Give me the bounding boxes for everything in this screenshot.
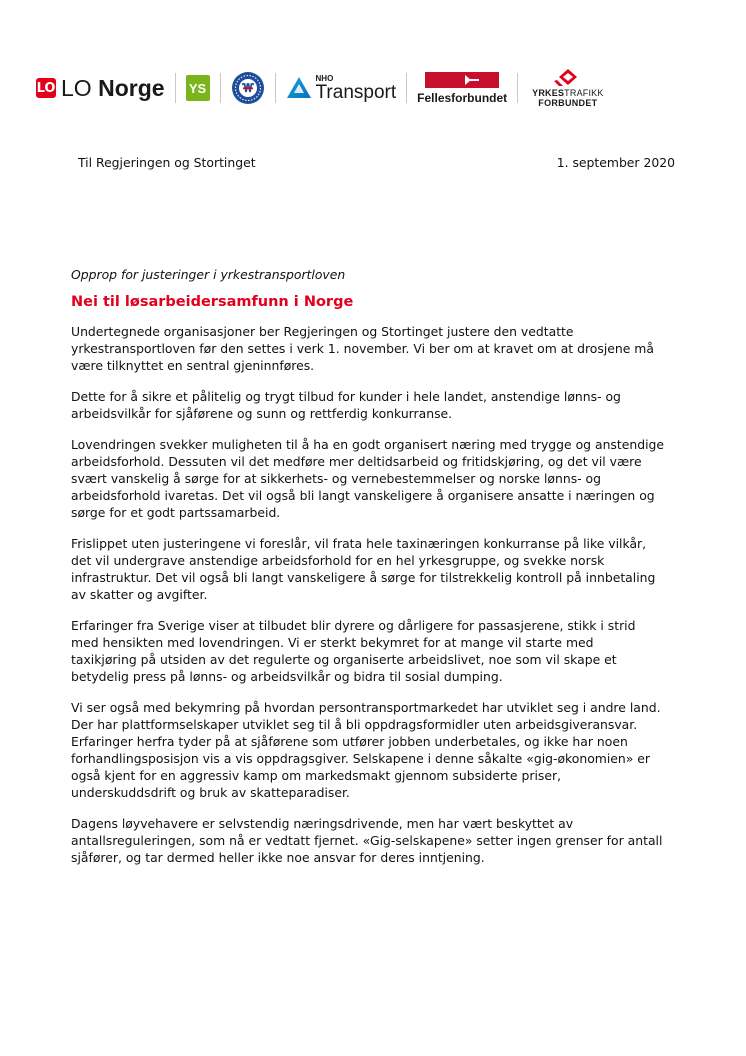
paragraph-line: arbeidsforhold. Dessuten vil det medføre mer deltidsarbeid og fritidskjøring, og det vil være bbox=[71, 454, 642, 469]
body-paragraph bbox=[71, 699, 681, 801]
body-paragraph bbox=[71, 436, 681, 521]
body-paragraph bbox=[71, 535, 681, 603]
paragraph-line: Der har plattformselskaper utviklet seg til å bli oppdragsformidler uten arbeidsgiveransvar. bbox=[71, 717, 638, 732]
lo-badge-icon: LO bbox=[36, 78, 56, 98]
paragraph-line: underskuddsdrift og bruk av skatteparadiser. bbox=[71, 785, 350, 800]
paragraph-line: sjåfører, og tar dermed heller ikke noe ansvar for deres inntjening. bbox=[71, 850, 485, 865]
transport-label: Transport bbox=[315, 81, 397, 103]
paragraph-line: være tilknyttet en sentral gjeninnføres. bbox=[71, 358, 315, 373]
paragraph-line: Dagens løyvehavere er selvstendig næringsdrivende, men har vært beskyttet av bbox=[71, 816, 574, 831]
fellesforbundet-logo bbox=[417, 72, 507, 105]
paragraphs bbox=[71, 323, 681, 866]
logo-bar bbox=[36, 66, 710, 110]
lo-name-bold: Norge bbox=[98, 74, 165, 101]
fellesforbundet-label: Fellesforbundet bbox=[417, 90, 508, 105]
document-title: Nei til løsarbeidersamfunn i Norge bbox=[71, 294, 354, 310]
paragraph-line: også kjent for en aggressiv kamp om markedsmakt gjennom subsiderte priser, bbox=[71, 768, 562, 783]
recipient-line: Til Regjeringen og Stortinget bbox=[78, 155, 256, 170]
nho-triangle-icon bbox=[286, 76, 312, 100]
paragraph-line: med hensikten med lovendringen. Vi er sterkt bekymret for at mange vil starte med bbox=[71, 635, 594, 650]
paragraph-line: infrastruktur. Det vil også bli langt vanskeligere å sørge for tilstrekkelig kontroll på innbetaling bbox=[71, 570, 656, 585]
body-paragraph bbox=[71, 815, 681, 866]
trafikk-label: TRAFIKK bbox=[564, 88, 604, 98]
paragraph-line: betydelig press på lønns- og arbeidsvilkår og bidra til sosial dumping. bbox=[71, 669, 503, 684]
paragraph-line: av skatter og avgifter. bbox=[71, 587, 208, 602]
norges-taxiforbund-logo-icon bbox=[231, 71, 265, 105]
paragraph-line: Undertegnede organisasjoner ber Regjeringen og Stortinget justere den vedtatte bbox=[71, 324, 574, 339]
nho-transport-logo bbox=[286, 75, 397, 102]
logo-divider bbox=[220, 73, 221, 103]
body-paragraph bbox=[71, 617, 681, 685]
paragraph-line: antallsreguleringen, som nå er vedtatt fjernet. «Gig-selskapene» setter ingen grenser for antall bbox=[71, 833, 663, 848]
paragraph-line: arbeidsforhold ivaretas. Det vil også bli langt vanskeligere å organisere ansatte i næringen og bbox=[71, 488, 655, 503]
logo-divider bbox=[175, 73, 176, 103]
body-paragraph bbox=[71, 323, 681, 374]
paragraph-line: det vil undergrave anstendige arbeidsforhold for en hel yrkesgruppe, og svekke norsk bbox=[71, 553, 605, 568]
paragraph-line: Erfaringer herfra tyder på at sjåførene som utfører jobben underbetales, og ikke har noen bbox=[71, 734, 628, 749]
logo-divider bbox=[406, 73, 407, 103]
nho-label: NHO bbox=[315, 73, 334, 83]
ys-logo: YS bbox=[186, 75, 210, 101]
logo-divider bbox=[517, 73, 518, 103]
paragraph-line: sørge for et godt partssamarbeid. bbox=[71, 505, 281, 520]
paragraph-line: svært vanskelig å sørge for at sikkerhets- og vernebestemmelser og norske lønns- og bbox=[71, 471, 602, 486]
date-line: 1. september 2020 bbox=[556, 155, 675, 170]
yrkes-label: YRKES bbox=[532, 88, 565, 98]
letter-body bbox=[71, 266, 681, 880]
paragraph-line: Erfaringer fra Sverige viser at tilbudet blir dyrere og dårligere for passasjerene, stikk i strid bbox=[71, 618, 636, 633]
paragraph-line: Dette for å sikre et pålitelig og trygt tilbud for kunder i hele landet, anstendige lønns- og bbox=[71, 389, 621, 404]
paragraph-line: Frislippet uten justeringene vi foreslår, vil frata hele taxinæringen konkurranse på like vilkår, bbox=[71, 536, 647, 551]
paragraph-line: taxikjøring på utsiden av det regulerte og organiserte arbeidslivet, noe som vil skape et bbox=[71, 652, 617, 667]
paragraph-line: Lovendringen svekker muligheten til å ha en godt organisert næring med trygge og anstendige bbox=[71, 437, 665, 452]
paragraph-line: arbeidsvilkår for sjåførene og sunn og rettferdig konkurranse. bbox=[71, 406, 453, 421]
lo-name-light: LO bbox=[61, 74, 99, 101]
paragraph-line: forhandlingsposisjon vis a vis oppdragsgiver. Selskapene i denne såkalte «gig-økonomien» er bbox=[71, 751, 651, 766]
document-subtitle: Opprop for justeringer i yrkestransportloven bbox=[71, 267, 346, 282]
yrkestrafikkforbundet-logo bbox=[532, 68, 603, 108]
paragraph-line: Vi ser også med bekymring på hvordan persontransportmarkedet har utviklet seg i andre land. bbox=[71, 700, 661, 715]
paragraph-line: yrkestransportloven før den settes i verk 1. november. Vi ber om at kravet om at drosjene må bbox=[71, 341, 654, 356]
body-paragraph bbox=[71, 388, 681, 422]
fellesforbundet-bar-icon bbox=[425, 72, 499, 88]
forbundet-label: FORBUNDET bbox=[538, 98, 598, 108]
lo-norge-logo bbox=[36, 75, 165, 102]
logo-divider bbox=[275, 73, 276, 103]
yrkestrafikk-emblem-icon bbox=[553, 68, 583, 88]
